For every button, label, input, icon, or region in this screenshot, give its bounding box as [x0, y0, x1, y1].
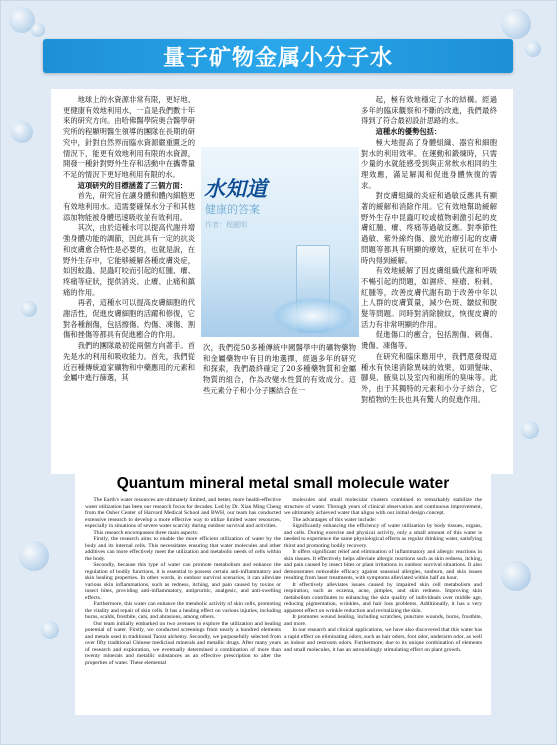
molecule-decoration	[31, 23, 45, 37]
molecule-decoration	[11, 121, 33, 143]
molecule-decoration	[521, 421, 539, 439]
paragraph: In our research and clinical applications, we have also discovered that this water has a rapid effect on eliminating odors, such as hair odors, foot odor, underarm odor, as well as indoor and restroom odors. Furthermore, due to its unique combination of elements and small molecules, it has an astonishingly stimulating effect on plant growth.	[284, 627, 482, 653]
paragraph: The Earth's water resources are ultimately limited, and better, more health-effective water utilization has been our research focus for decades. Led by Dr. Xian Ming Cheng from the Osher Center of Harvard Medical School and BWH, our team has conducted extensive research to develop a more effective way to utilize limited water resources, especially in situations of severe water scarcity during outdoor survival and activities.	[85, 497, 281, 529]
title-banner	[43, 39, 513, 73]
molecule-decoration	[501, 561, 531, 591]
paragraph: It offers significant relief and elimination of inflammatory and allergic reactions in skin tissues. It effectively helps alleviate allergic reactions such as skin redness, itching, and pain caused by insect bites or plant irritations in outdoor survival situations. It also demonstrates noticeable efficacy against seasonal allergies, sunburn, and skin issues resulting from laser treatments, with symptoms alleviated within half an hour.	[284, 549, 482, 581]
paragraph: molecules and small molecular clusters combined to remarkably stabilize the structure of water. Through years of clinical observation and continuous improvement, we ultimately achieved water that aligns with our initial design concept.	[284, 497, 482, 516]
paragraph: This research encompasses three main aspects:	[93, 529, 199, 536]
molecule-decoration	[19, 541, 49, 571]
paragraph: 我們的團隊最初從兩個方向著手。首先是水的利用和吸收能力。首先，我們從近百種傳統道家礦物和中藥應用的元素和金屬中進行篩選，其	[63, 341, 195, 383]
chinese-column-1	[63, 95, 195, 384]
paragraph: 有效地緩解了因皮膚組織代謝和呼吸不暢引起的問題，如濕疹、痤瘡、粉刺、紅腫等，改善皮膚代謝有助于改善中年以上人群的皮膚質量，減少色斑、皺紋和脫髮等問題。同時對消除臉紋，恢復皮膚的活力有非常明顯的作用。	[361, 266, 497, 329]
paragraph: 對皮膚組織的炎症和過敏反應具有顯著的緩解和消除作用。它有效地幫助緩解野外生存中昆蟲叮咬或植物刺激引起的皮膚紅腫、癢、疼痛等過敏反應。對季節性過敏、紫外線灼傷、激光治療引起的皮膚問題等都具有明顯的療效，症狀可在半小時內得到緩解。	[361, 191, 497, 265]
paragraph: 次，我們從50多種傳統中國醫學中的礦物藥物和金屬藥物中有目的地選擇，經過多年的研究和探索，我們最終確定了20多種藥物質和金屬物質的組合，作為改變水性質的有效成分。這些元素分子和小分子團結合在一	[203, 343, 356, 395]
paragraph: 在研究和臨床應用中，我們還發現這種水有快速消除異味的效果，如頭髮味、腳臭、腋臭以及室內和廁所的臭味等。此外，由于其獨特的元素和小分子結合，它對植物的生長也具有驚人的促進作用。	[361, 351, 497, 404]
english-column-2	[284, 497, 482, 653]
molecule-decoration	[525, 41, 541, 57]
paragraph: 極大地提高了身體組織、器官和細胞對水的利用效率。在運動和鍛煉時，只需少量的水就能感受到與正常飲水相同的生理效應，滿足解渴和促進身體恢復的需求。	[361, 137, 497, 190]
chinese-column-3	[361, 95, 497, 405]
paragraph: It effectively alleviates issues caused by impaired skin cell metabolism and respiration, such as eczema, acne, pimples, and skin redness. Improving skin metabolism contributes to enhancing the skin quality of individuals over middle age, reducing pigmentation, wrinkles, and hair loss problems. Additionally, it has a very apparent effect on wrinkle reduction and revitalizing the skin.	[284, 581, 482, 614]
molecule-decoration	[501, 9, 531, 39]
paragraph: 起，極有效地穩定了水的結構。經過多年的臨床觀察和不斷的改進，我們最終得到了符合最初設計思路的水。	[361, 95, 497, 126]
book-promo-image	[201, 147, 359, 337]
paragraph: It promotes wound healing, including scratches, puncture wounds, burns, frostbite, and more.	[284, 614, 482, 627]
paragraph: Secondly, because this type of water can promote metabolism and enhance the regulation of bodily functions, it is essential to possess certain anti-inflammatory and skin healing properties. In other words, in outdoor survival scenarios, it can alleviate various skin inflammations, such as redness, itching, and pain caused by toxins or insect bites, providing anti-inflammatory, antipruritic, analgesic, and anti-swelling effects.	[85, 562, 281, 601]
molecule-decoration	[21, 301, 37, 317]
english-title: Quantum mineral metal small molecule water	[116, 475, 450, 492]
paragraph: Furthermore, this water can enhance the metabolic activity of skin cells, promoting the vitality and repair of skin cells. It has a healing effect on various injuries, including burns, scalds, frostbite, cuts, and abrasions, among others.	[85, 601, 281, 620]
section-heading: 這項研究的目標涵蓋了三個方面：	[77, 180, 188, 190]
paragraph: Significantly enhancing the efficiency of water utilization by body tissues, organs, and cells. During exercise and physical activity, only a small amount of this water is needed to experience the same physiological effects as regular drinking water, satisfying thirst and promoting bodily recovery.	[284, 523, 482, 549]
water-splash-illustration	[271, 297, 355, 335]
chinese-column-2	[203, 343, 356, 397]
section-heading: 這種水的優勢包括：	[375, 127, 442, 137]
paragraph: The advantages of this water include:	[292, 516, 377, 523]
paragraph: 促進傷口的癒合，包括割傷、刺傷、燙傷、凍傷等。	[361, 330, 497, 351]
paragraph: 其次，由於這種水可以提高代謝并增強身體功能的調節，因此具有一定的抗炎和皮膚愈合特性是必要的，也就是說，在野外生存中，它能够緩解各種皮膚炎症，如因蚊蟲、昆蟲叮咬而引起的紅腫、癢、疼痛等症狀，提供消炎、止癢、止痛和鎮痛的作用。	[63, 223, 195, 297]
promo-subtitle: 健康的答案	[205, 203, 260, 216]
paragraph: 首先，研究旨在讓身體和體內細胞更有效地利用水。這需要確保水分子和其他添加物能被身體迅速吸收並有效利用。	[63, 191, 195, 222]
paragraph: 再者，這種水可以提高皮膚細胞的代謝活性，促進皮膚細胞的活躍和修復，它對各種創傷，包括擦傷、灼傷、凍傷、割傷和挫傷等都具有促進癒合的作用。	[63, 298, 195, 340]
promo-title: 水知道	[204, 176, 267, 201]
molecule-decoration	[41, 621, 59, 639]
promo-author: 作者：程顯明	[205, 221, 247, 229]
paragraph: 地球上的水資源非常有限，更好地、更健康有效地利用水，一直是我們數十年來的研究方向。由哈佛醫學院奧合醫學研究所的程顯明醫生領導的團隊在長期的研究中，針對自然界而臨水資源嚴重匱乏的情況下，能更有效地利用有限的水資源，開發一種針對野外生存和活動中在攜帶量不足的情況下更好地利用有限的水。	[63, 95, 195, 179]
page-title: 量子矿物金属小分子水	[162, 45, 393, 71]
english-column-1	[85, 497, 281, 666]
paragraph: Firstly, the research aims to enable the more efficient utilization of water by the body and its internal cells. This necessitates ensuring that water molecules and other additives can more effectively meet the utilization and metabolic needs of cells within the body.	[85, 536, 281, 562]
paragraph: Our team initially embarked on two avenues to explore the utilization and healing potential of water. Firstly, we conducted screenings from nearly a hundred elements and metals used in traditional Taoist alchemy. Secondly, we purposefully selected from over fifty traditional Chinese medicinal minerals and metallic drugs. After many years of research and exploration, we eventually determined a combination of more than twenty minerals and metallic substances as an effective prescription to alter the properties of water. These elemental	[85, 620, 281, 666]
